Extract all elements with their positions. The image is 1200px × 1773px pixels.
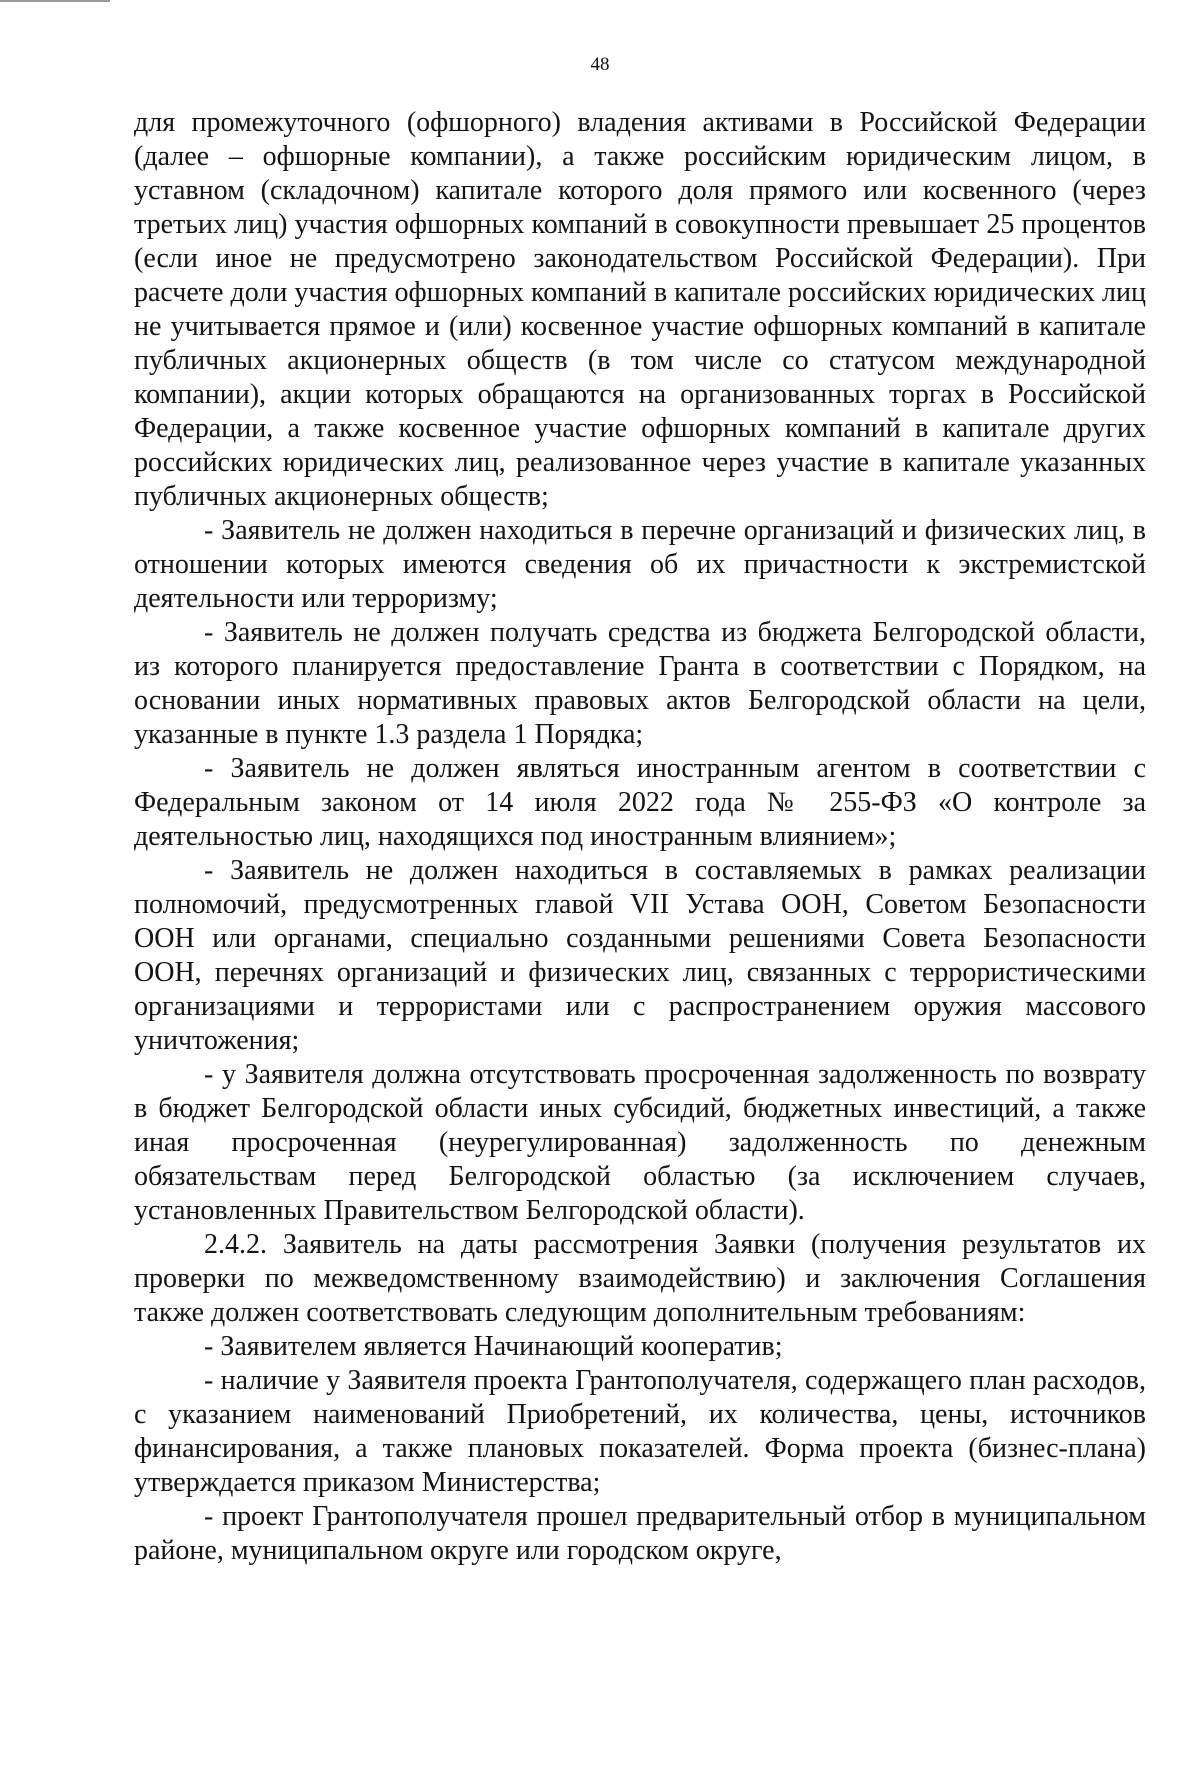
paragraph-extremism-list: - Заявитель не должен находиться в перечне организаций и физических лиц, в отношении которых имеются сведения об их причастности к экстремистской деятельности или терроризму; [134, 515, 1146, 614]
paragraph-preliminary-selection: - проект Грантополучателя прошел предварительный отбор в муниципальном районе, муниципальном округе или городском округе, [134, 1501, 1146, 1566]
paragraph-offshore-companies: для промежуточного (офшорного) владения активами в Российской Федерации (далее – офшорные компании), а также российским юридическим лицом, в уставном (складочном) капитале которого доля прямого или косвенного (через третьих лиц) участия офшорных компаний в совокупности превышает 25 процентов (если иное не предусмотрено законодательством Российской Федерации). При расчете доли участия офшорных компаний в капитале российских юридических лиц не учитывается прямое и (или) косвенное участие офшорных компаний в капитале публичных акционерных обществ (в том числе со статусом международной компании), акции которых обращаются на организованных торгах в Российской Федерации, а также косвенное участие офшорных компаний в капитале других российских юридических лиц, реализованное через участие в капитале указанных публичных акционерных обществ; [134, 107, 1146, 512]
paragraph-business-plan: - наличие у Заявителя проекта Грантополучателя, содержащего план расходов, с указанием наименований Приобретений, их количества, цены, источников финансирования, а также плановых показателей. Форма проекта (бизнес-плана) утверждается приказом Министерства; [134, 1365, 1146, 1498]
paragraph-starting-cooperative: - Заявителем является Начинающий кооператив; [204, 1331, 783, 1362]
scan-edge-mark [0, 0, 110, 2]
paragraph-foreign-agent: - Заявитель не должен являться иностранным агентом в соответствии с Федеральным законом от 14 июля 2022 года № 255-ФЗ «О контроле за деятельностью лиц, находящихся под иностранным влиянием»; [134, 753, 1146, 852]
paragraph-section-2-4-2: 2.4.2. Заявитель на даты рассмотрения Заявки (получения результатов их проверки по межведомственному взаимодействию) и заключения Соглашения также должен соответствовать следующим дополнительным требованиям: [134, 1229, 1146, 1328]
paragraph-budget-funds: - Заявитель не должен получать средства из бюджета Белгородской области, из которого планируется предоставление Гранта в соответствии с Порядком, на основании иных нормативных правовых актов Белгородской области на цели, указанные в пункте 1.3 раздела 1 Порядка; [134, 617, 1146, 750]
document-body [134, 106, 1146, 1568]
paragraph-un-lists: - Заявитель не должен находиться в составляемых в рамках реализации полномочий, предусмотренных главой VII Устава ООН, Советом Безопасности ООН или органами, специально созданными решениями Совета Безопасности ООН, перечнях организаций и физических лиц, связанных с террористическими организациями и террористами или с распространением оружия массового уничтожения; [134, 855, 1146, 1056]
paragraph-overdue-debt: - у Заявителя должна отсутствовать просроченная задолженность по возврату в бюджет Белгородской области иных субсидий, бюджетных инвестиций, а также иная просроченная (неурегулированная) задолженность по денежным обязательствам перед Белгородской областью (за исключением случаев, установленных Правительством Белгородской области). [134, 1059, 1146, 1226]
page-number: 48 [590, 54, 610, 75]
